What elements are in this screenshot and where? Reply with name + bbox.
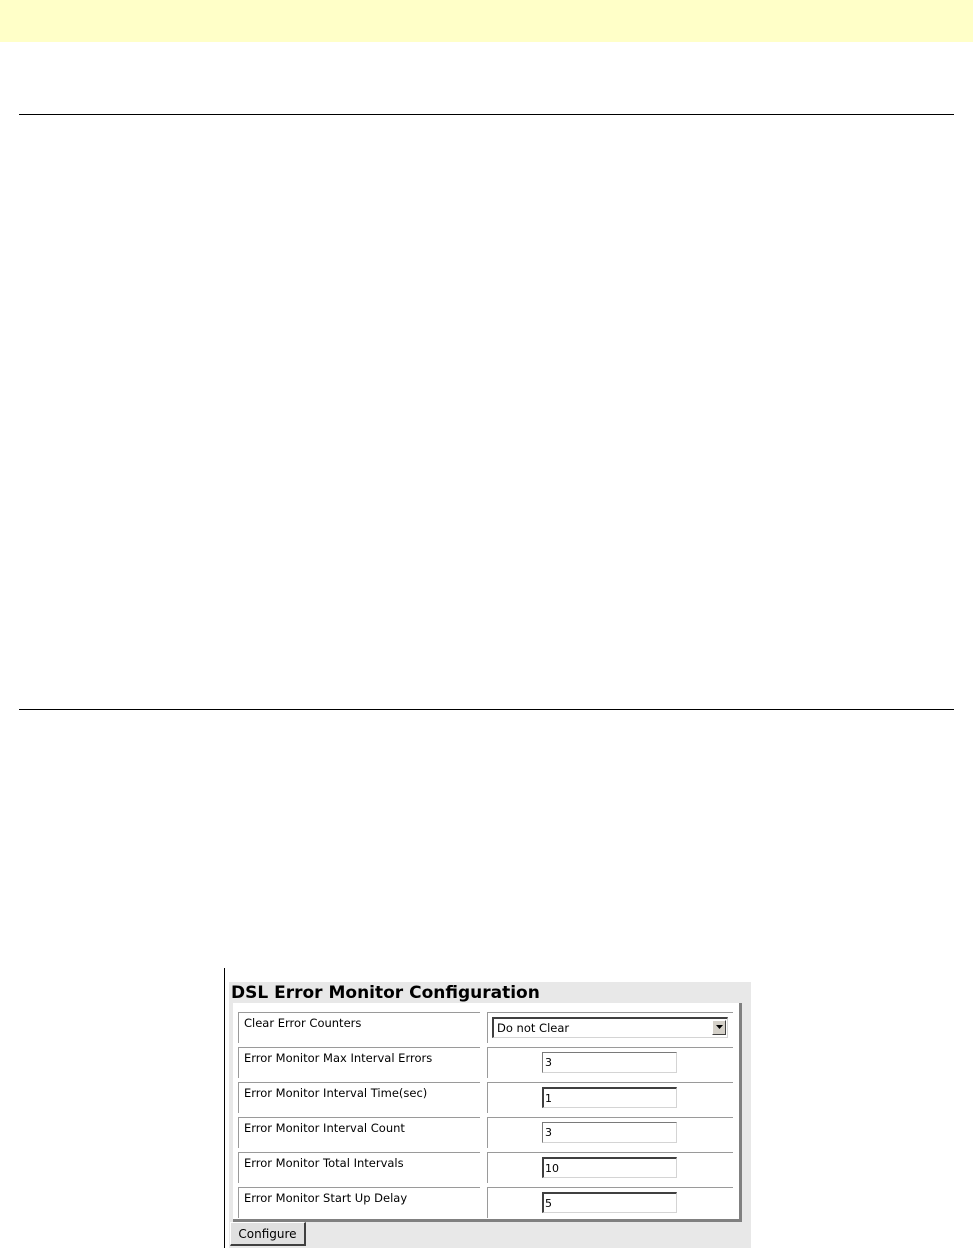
row-max-interval-errors	[233, 1038, 739, 1073]
max-interval-errors-input[interactable]: 3	[542, 1052, 677, 1073]
field-label: Error Monitor Total Intervals	[244, 1156, 404, 1170]
value-cell	[487, 1187, 733, 1218]
divider-top	[19, 114, 954, 115]
row-total-intervals	[233, 1143, 739, 1178]
config-form	[233, 1003, 742, 1222]
row-interval-time	[233, 1073, 739, 1108]
dsl-error-monitor-panel	[229, 982, 751, 1248]
row-interval-count	[233, 1108, 739, 1143]
row-start-up-delay	[233, 1178, 739, 1213]
margin-change-bar	[224, 968, 225, 1248]
divider-bottom	[19, 709, 954, 710]
row-clear-error-counters	[233, 1003, 739, 1038]
field-label: Error Monitor Start Up Delay	[244, 1191, 408, 1205]
field-label: Error Monitor Interval Time(sec)	[244, 1086, 428, 1100]
field-label: Clear Error Counters	[244, 1016, 362, 1030]
total-intervals-input[interactable]: 10	[542, 1157, 677, 1178]
select-value: Do not Clear	[497, 1021, 570, 1035]
panel-title: DSL Error Monitor Configuration	[231, 983, 540, 1003]
chevron-down-icon[interactable]	[712, 1020, 726, 1035]
header-band	[0, 0, 973, 42]
configure-button[interactable]: Configure	[230, 1222, 306, 1246]
field-label: Error Monitor Max Interval Errors	[244, 1051, 433, 1065]
interval-count-input[interactable]: 3	[542, 1122, 677, 1143]
clear-error-counters-select[interactable]	[492, 1017, 728, 1038]
label-cell	[238, 1187, 480, 1218]
start-up-delay-input[interactable]: 5	[542, 1192, 677, 1213]
interval-time-input[interactable]: 1	[542, 1087, 677, 1108]
field-label: Error Monitor Interval Count	[244, 1121, 405, 1135]
